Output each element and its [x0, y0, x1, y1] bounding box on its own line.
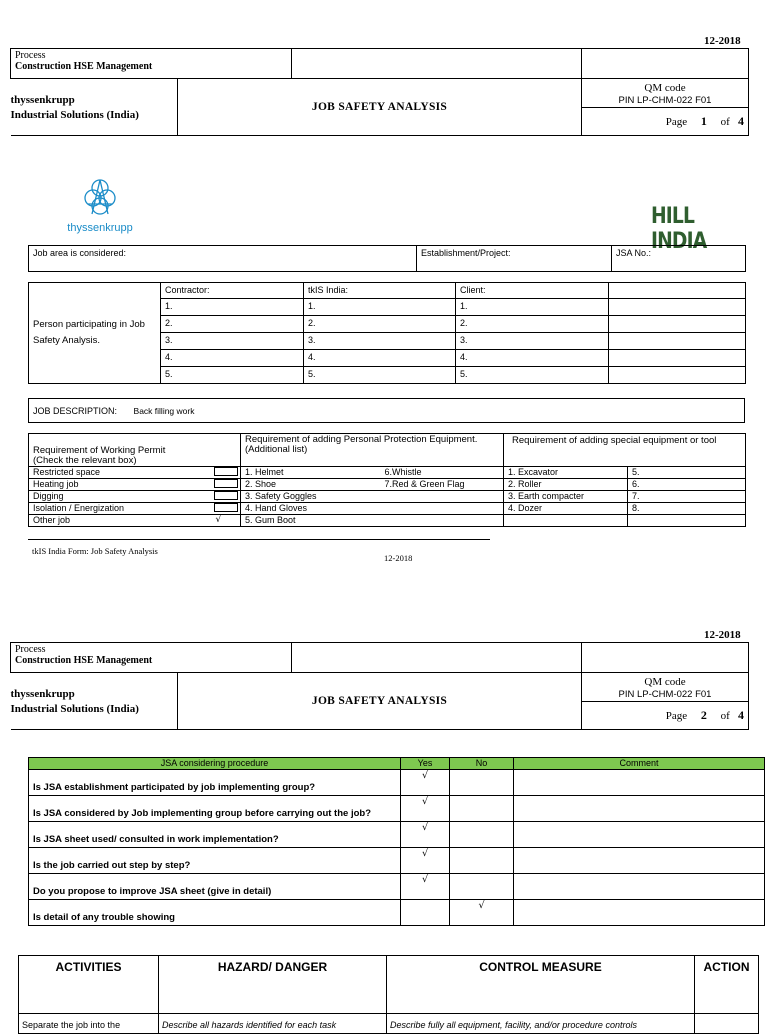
- ppe-item: 2. Shoe: [241, 479, 381, 491]
- ppe-item: [381, 503, 504, 515]
- checklist-header-comment: Comment: [514, 758, 765, 770]
- establishment-label: Establishment/Project:: [417, 246, 612, 272]
- qm-code-label: QM code: [644, 82, 686, 94]
- checklist-comment: [514, 796, 765, 822]
- thyssenkrupp-logo-icon: [78, 176, 122, 218]
- job-description-cell: [29, 399, 745, 423]
- equipment-item: 3. Earth compacter: [504, 491, 628, 503]
- checklist-no: [450, 848, 514, 874]
- activities-table: [18, 955, 759, 1034]
- ppe-item: 3. Safety Goggles: [241, 491, 381, 503]
- qm-code-value: PIN LP-CHM-022 F01: [618, 689, 712, 700]
- equipment-item: 8.: [628, 503, 746, 515]
- participant-empty: [609, 367, 746, 384]
- page-total: 4: [738, 114, 745, 128]
- job-description-value: Back filling work: [133, 405, 195, 416]
- client-header: Client:: [456, 283, 609, 299]
- participant-empty: [609, 299, 746, 316]
- header-table-page1: [10, 48, 749, 136]
- document-date: 12-2018: [704, 629, 741, 641]
- ppe-item: 4. Hand Gloves: [241, 503, 381, 515]
- tkis-row-3: 3.: [304, 333, 456, 350]
- page-number: 2: [700, 708, 707, 722]
- ppe-item: [381, 491, 504, 503]
- participant-empty: [609, 283, 746, 299]
- client-row-5: 5.: [456, 367, 609, 384]
- checklist-comment: [514, 822, 765, 848]
- ppe-item: 5. Gum Boot: [241, 515, 381, 527]
- header-empty-cell: [582, 49, 749, 79]
- equipment-item: 5.: [628, 467, 746, 479]
- ppe-item: 1. Helmet: [241, 467, 381, 479]
- permit-digging: Digging: [29, 491, 241, 503]
- permit-header: Requirement of Working Permit (Check the relevant box): [29, 434, 241, 467]
- company-cell: [11, 673, 178, 730]
- checklist-no: [450, 770, 514, 796]
- ppe-item: [381, 515, 504, 527]
- job-area-table: [28, 245, 746, 272]
- permit-isolation: Isolation / Energization: [29, 503, 241, 515]
- participants-table: [28, 282, 746, 384]
- permit-checkbox[interactable]: [214, 467, 238, 476]
- document-date: 12-2018: [704, 35, 741, 47]
- checklist-yes: √: [401, 848, 450, 874]
- qm-code-value: PIN LP-CHM-022 F01: [618, 95, 712, 106]
- qm-cell: [582, 79, 749, 108]
- contractor-row-1: 1.: [161, 299, 304, 316]
- process-label: Process: [15, 644, 46, 655]
- checklist-no: √: [450, 900, 514, 926]
- process-value: Construction HSE Management: [15, 655, 153, 666]
- process-label: Process: [15, 50, 46, 61]
- equipment-item: [504, 515, 628, 527]
- control-measure-header: CONTROL MEASURE: [387, 956, 695, 1014]
- client-row-2: 2.: [456, 316, 609, 333]
- checklist-question: Is JSA considered by Job implementing group before carrying out the job?: [29, 796, 401, 822]
- permit-heating-job: Heating job: [29, 479, 241, 491]
- ppe-header: Requirement of adding Personal Protection Equipment. (Additional list): [241, 434, 504, 467]
- tkis-row-1: 1.: [304, 299, 456, 316]
- equipment-item: 2. Roller: [504, 479, 628, 491]
- checklist-header-yes: Yes: [401, 758, 450, 770]
- header-empty-cell: [292, 643, 582, 673]
- checklist-yes: √: [401, 822, 450, 848]
- client-row-3: 3.: [456, 333, 609, 350]
- process-cell: [11, 643, 292, 673]
- header-table-page2: [10, 642, 749, 730]
- client-row-4: 4.: [456, 350, 609, 367]
- participants-label: Person participating in Job Safety Analysis.: [29, 283, 161, 384]
- company-division: Industrial Solutions (India): [10, 703, 139, 715]
- action-header: ACTION: [695, 956, 759, 1014]
- checklist-no: [450, 796, 514, 822]
- contractor-row-2: 2.: [161, 316, 304, 333]
- activities-description: Separate the job into the: [19, 1014, 159, 1034]
- action-description: [695, 1014, 759, 1034]
- equipment-item: 7.: [628, 491, 746, 503]
- checklist-question: Is JSA sheet used/ consulted in work implementation?: [29, 822, 401, 848]
- page-indicator: Page 2 of 4: [582, 702, 749, 730]
- checklist-question: Is the job carried out step by step?: [29, 848, 401, 874]
- tkis-header: tkIS India:: [304, 283, 456, 299]
- document-title: JOB SAFETY ANALYSIS: [178, 673, 582, 730]
- company-division: Industrial Solutions (India): [10, 109, 139, 121]
- checklist-header-no: No: [450, 758, 514, 770]
- hazard-header: HAZARD/ DANGER: [159, 956, 387, 1014]
- job-description-label: JOB DESCRIPTION:: [33, 405, 118, 416]
- permit-checkbox[interactable]: [214, 479, 238, 488]
- contractor-row-3: 3.: [161, 333, 304, 350]
- thyssenkrupp-logo: [60, 176, 140, 234]
- checklist-yes: √: [401, 770, 450, 796]
- checklist-yes: √: [401, 796, 450, 822]
- permit-restricted-space: Restricted space: [29, 467, 241, 479]
- ppe-item: 7.Red & Green Flag: [381, 479, 504, 491]
- company-cell: [11, 79, 178, 136]
- contractor-header: Contractor:: [161, 283, 304, 299]
- checklist-comment: [514, 874, 765, 900]
- job-area-label: Job area is considered:: [29, 246, 417, 272]
- thyssenkrupp-logo-text: thyssenkrupp: [67, 222, 133, 234]
- qm-code-label: QM code: [644, 676, 686, 688]
- participant-empty: [609, 350, 746, 367]
- checklist-comment: [514, 770, 765, 796]
- permit-check-mark: √: [215, 515, 222, 525]
- footer-date: 12-2018: [384, 553, 413, 563]
- checklist-question: Is JSA establishment participated by job implementing group?: [29, 770, 401, 796]
- checklist-yes: [401, 900, 450, 926]
- checklist-no: [450, 874, 514, 900]
- checklist-no: [450, 822, 514, 848]
- hazard-description: Describe all hazards identified for each task: [159, 1014, 387, 1034]
- equipment-item: 4. Dozer: [504, 503, 628, 515]
- hill-india-logo: HILL INDIA: [651, 204, 707, 254]
- company-name: thyssenkrupp: [10, 688, 75, 700]
- permit-other-job: Other job √: [29, 515, 241, 527]
- equipment-item: [628, 515, 746, 527]
- page-number: 1: [700, 114, 707, 128]
- jsa-checklist-table: [28, 757, 765, 926]
- checklist-comment: [514, 900, 765, 926]
- checklist-question: Is detail of any trouble showing: [29, 900, 401, 926]
- activities-header: ACTIVITIES: [19, 956, 159, 1014]
- tkis-row-2: 2.: [304, 316, 456, 333]
- contractor-row-5: 5.: [161, 367, 304, 384]
- footer-divider: [28, 539, 490, 540]
- tkis-row-4: 4.: [304, 350, 456, 367]
- header-empty-cell: [582, 643, 749, 673]
- process-cell: [11, 49, 292, 79]
- company-name: thyssenkrupp: [10, 94, 75, 106]
- checklist-question: Do you propose to improve JSA sheet (give in detail): [29, 874, 401, 900]
- tkis-row-5: 5.: [304, 367, 456, 384]
- contractor-row-4: 4.: [161, 350, 304, 367]
- process-value: Construction HSE Management: [15, 61, 153, 72]
- footer-form-name: tkIS India Form: Job Safety Analysis: [32, 546, 158, 556]
- equipment-item: 6.: [628, 479, 746, 491]
- jsa-no-label: JSA No.:: [612, 246, 746, 272]
- control-measure-description: Describe fully all equipment, facility, and/or procedure controls: [387, 1014, 695, 1034]
- job-description-table: [28, 398, 745, 423]
- page-indicator: Page 1 of 4: [582, 108, 749, 136]
- participant-empty: [609, 316, 746, 333]
- checklist-header-procedure: JSA considering procedure: [29, 758, 401, 770]
- permit-checkbox[interactable]: [214, 491, 238, 500]
- participant-empty: [609, 333, 746, 350]
- client-row-1: 1.: [456, 299, 609, 316]
- equipment-header: Requirement of adding special equipment or tool: [504, 434, 746, 467]
- equipment-item: 1. Excavator: [504, 467, 628, 479]
- permit-checkbox[interactable]: [214, 503, 238, 512]
- checklist-yes: √: [401, 874, 450, 900]
- document-title: JOB SAFETY ANALYSIS: [178, 79, 582, 136]
- qm-cell: [582, 673, 749, 702]
- checklist-comment: [514, 848, 765, 874]
- ppe-item: 6.Whistle: [381, 467, 504, 479]
- header-empty-cell: [292, 49, 582, 79]
- page-total: 4: [738, 708, 745, 722]
- requirements-table: [28, 433, 746, 527]
